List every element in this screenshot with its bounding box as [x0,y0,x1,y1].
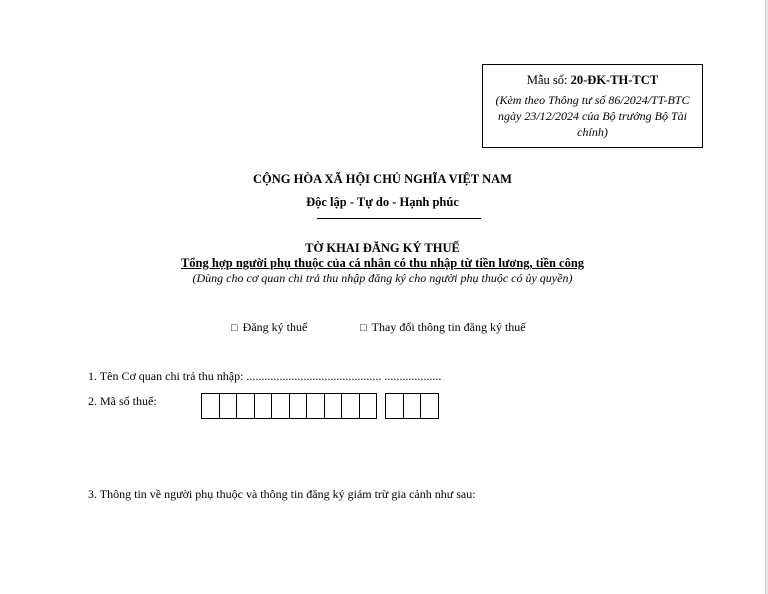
tax-code-label: 2. Mã số thuế: [88,394,157,408]
form-code-value: 20-ĐK-TH-TCT [570,73,659,87]
document-title: TỜ KHAI ĐĂNG KÝ THUẾ [305,241,460,255]
register-label: Đăng ký thuế [242,320,308,334]
tax-code-digit-box[interactable] [254,393,272,419]
form-code-box [482,64,703,148]
tax-code-digit-box[interactable] [271,393,289,419]
register-checkbox-icon[interactable]: □ [231,322,238,334]
dependents-info-heading: 3. Thông tin về người phụ thuộc và thông tin đăng ký giảm trừ gia cảnh như sau: [88,487,476,501]
option-change-info[interactable] [360,320,526,335]
motto-underline [317,218,481,219]
tax-code-boxes-suffix[interactable] [385,393,439,419]
tax-code-digit-box[interactable] [341,393,359,419]
form-code [483,73,702,88]
option-register[interactable] [231,320,307,335]
tax-code-digit-box[interactable] [236,393,254,419]
tax-code-digit-box[interactable] [289,393,307,419]
tax-code-digit-box[interactable] [306,393,324,419]
tax-code-digit-box[interactable] [219,393,237,419]
tax-code-digit-box[interactable] [420,393,439,419]
tax-code-boxes-main[interactable] [201,393,377,419]
form-legal-note: (Kèm theo Thông tư số 86/2024/TT-BTC ngày 23/12/2024 của Bộ trưởng Bộ Tài chính) [495,93,690,139]
nation-heading: CỘNG HÒA XÃ HỘI CHỦ NGHĨA VIỆT NAM [253,172,512,186]
form-code-label: Mẫu số: [526,73,568,87]
tax-code-digit-box[interactable] [324,393,342,419]
motto: Độc lập - Tự do - Hạnh phúc [306,195,459,209]
tax-code-digit-box[interactable] [201,393,219,419]
tax-code-digit-box[interactable] [385,393,403,419]
agency-name-field[interactable]: 1. Tên Cơ quan chi trả thu nhập: ............................................. ................... [88,369,442,383]
tax-code-digit-box[interactable] [403,393,421,419]
change-checkbox-icon[interactable]: □ [360,322,367,334]
change-label: Thay đổi thông tin đăng ký thuế [371,320,526,334]
document-usage-note: (Dùng cho cơ quan chi trả thu nhập đăng ký cho người phụ thuộc có ủy quyền) [192,271,573,285]
document-subtitle: Tổng hợp người phụ thuộc của cá nhân có thu nhập từ tiền lương, tiền công [180,256,585,270]
tax-code-digit-box[interactable] [359,393,378,419]
